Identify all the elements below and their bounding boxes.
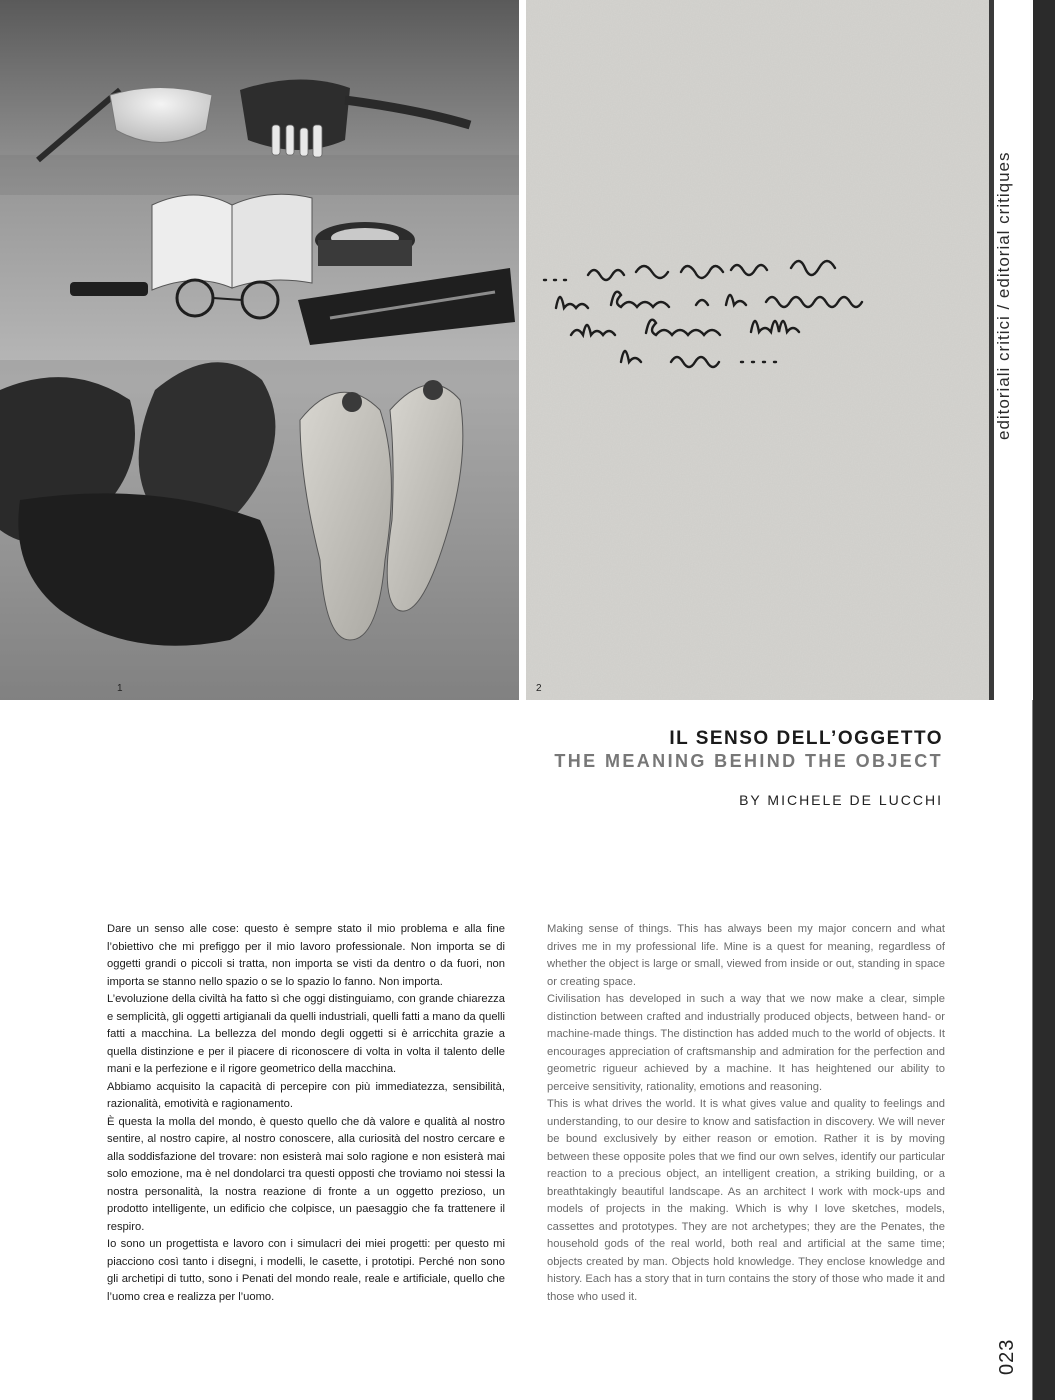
paragraph: Dare un senso alle cose: questo è sempre stato il mio problema e alla fine l’obiettivo che mi prefiggo per il mio lavoro professionale. Non importa se di oggetti grandi o piccoli si tratta, non importa se visti da dentro o da fuori, non importa se stanno nello spazio o se lo spazio lo fanno. Non importa.: [107, 923, 505, 988]
paragraph: Making sense of things. This has always been my major concern and what drives me in my professional life. Mine is a quest for meaning, regardless of whether the object is large or small, viewed from inside or out, standing in space or creating space.: [547, 923, 945, 988]
photo-still-life: [0, 0, 519, 700]
photo-handwritten-note: [526, 0, 989, 700]
byline: BY MICHELE DE LUCCHI: [739, 792, 943, 808]
section-label: editoriali critici / editorial critiques: [994, 151, 1013, 440]
title-italian: IL SENSO DELL’OGGETTO: [669, 728, 943, 749]
still-life-illustration: [0, 0, 519, 700]
paragraph: L’evoluzione della civiltà ha fatto sì che oggi distinguiamo, con grande chiarezza e semplicità, gli oggetti artigianali da quelli industriali, quelli fatti a mano da quelli fatti a macchina. La bellezza del mondo degli oggetti si è arricchita grazie a quella distinzione e per il piacere di riconoscere di volta in volta il talento delle mani e la perfezione e il rigore geometrico della macchina.: [107, 993, 506, 1075]
page-number: 023: [996, 1338, 1018, 1375]
body-column-english: [547, 921, 945, 1306]
figure-number: 1: [117, 683, 123, 694]
paragraph: Abbiamo acquisito la capacità di percepire con più immediatezza, sensibilità, razionalità, emotività e ragionamento.: [107, 1080, 505, 1110]
paragraph: Civilisation has developed in such a way that we now make a clear, simple distinction between crafted and industrially produced objects, between hand- or machine-made things. The distinction has added much to the world of objects. It encourages appreciation of craftsmanship and admiration for the perfection and geometric rigueur achieved by a machine. It has heightened our ability to perceive sensitivity, rationality, emotions and reasoning.: [547, 993, 945, 1093]
edge-band: [1033, 0, 1055, 1400]
handwriting-illustration: [526, 0, 989, 700]
folio-strip: [978, 700, 1033, 1400]
paragraph: Io sono un progettista e lavoro con i simulacri dei miei progetti: per questo mi piacciono così tanto i disegni, i modelli, le casette, i prototipi. Perché non sono gli archetipi di tutto, sono i Penati del mondo reale, reale e artificiale, quello che l’uomo crea e realizza per l’uomo.: [107, 1238, 505, 1303]
paragraph: È questa la molla del mondo, è questo quello che dà valore e qualità al nostro sentire, al nostro capire, al nostro conoscere, alla curiosità del nostro cercare e alla soddisfazione del trovare: non esisterà mai solo ragione e non esisterà mai solo emozione, ma è nel dondolarci tra questi opposti che troviamo noi stessi la nostra personalità, la nostra reazione di fronte a un oggetto prezioso, un prodotto intelligente, un edificio che colpisce, un paesaggio che fa trattenere il respiro.: [107, 1115, 505, 1233]
body-column-italian: [107, 921, 505, 1306]
figure-number: 2: [536, 683, 542, 694]
title-english: THE MEANING BEHIND THE OBJECT: [554, 751, 943, 771]
paragraph: This is what drives the world. It is what gives value and quality to feelings and understanding, to our desire to know and satisfaction in discovery. We will never be bound exclusively by either reason or emotion. Rather it is by moving between these opposite poles that we find our own selves, identify our particular reaction to a precious object, an intelligent creation, a striking building, or a breathtakingly beautiful landscape. As an architect I work with mock-ups and models of projects in the making. Which is why I love sketches, models, cassettes and prototypes. They are not archetypes; they are the Penates, the household gods of the real world, both real and artificial at the same time; objects created by man. Objects hold knowledge. They enclose knowledge and history. Each has a story that in turn contains the story of those who made it and those who used it.: [547, 1098, 945, 1303]
